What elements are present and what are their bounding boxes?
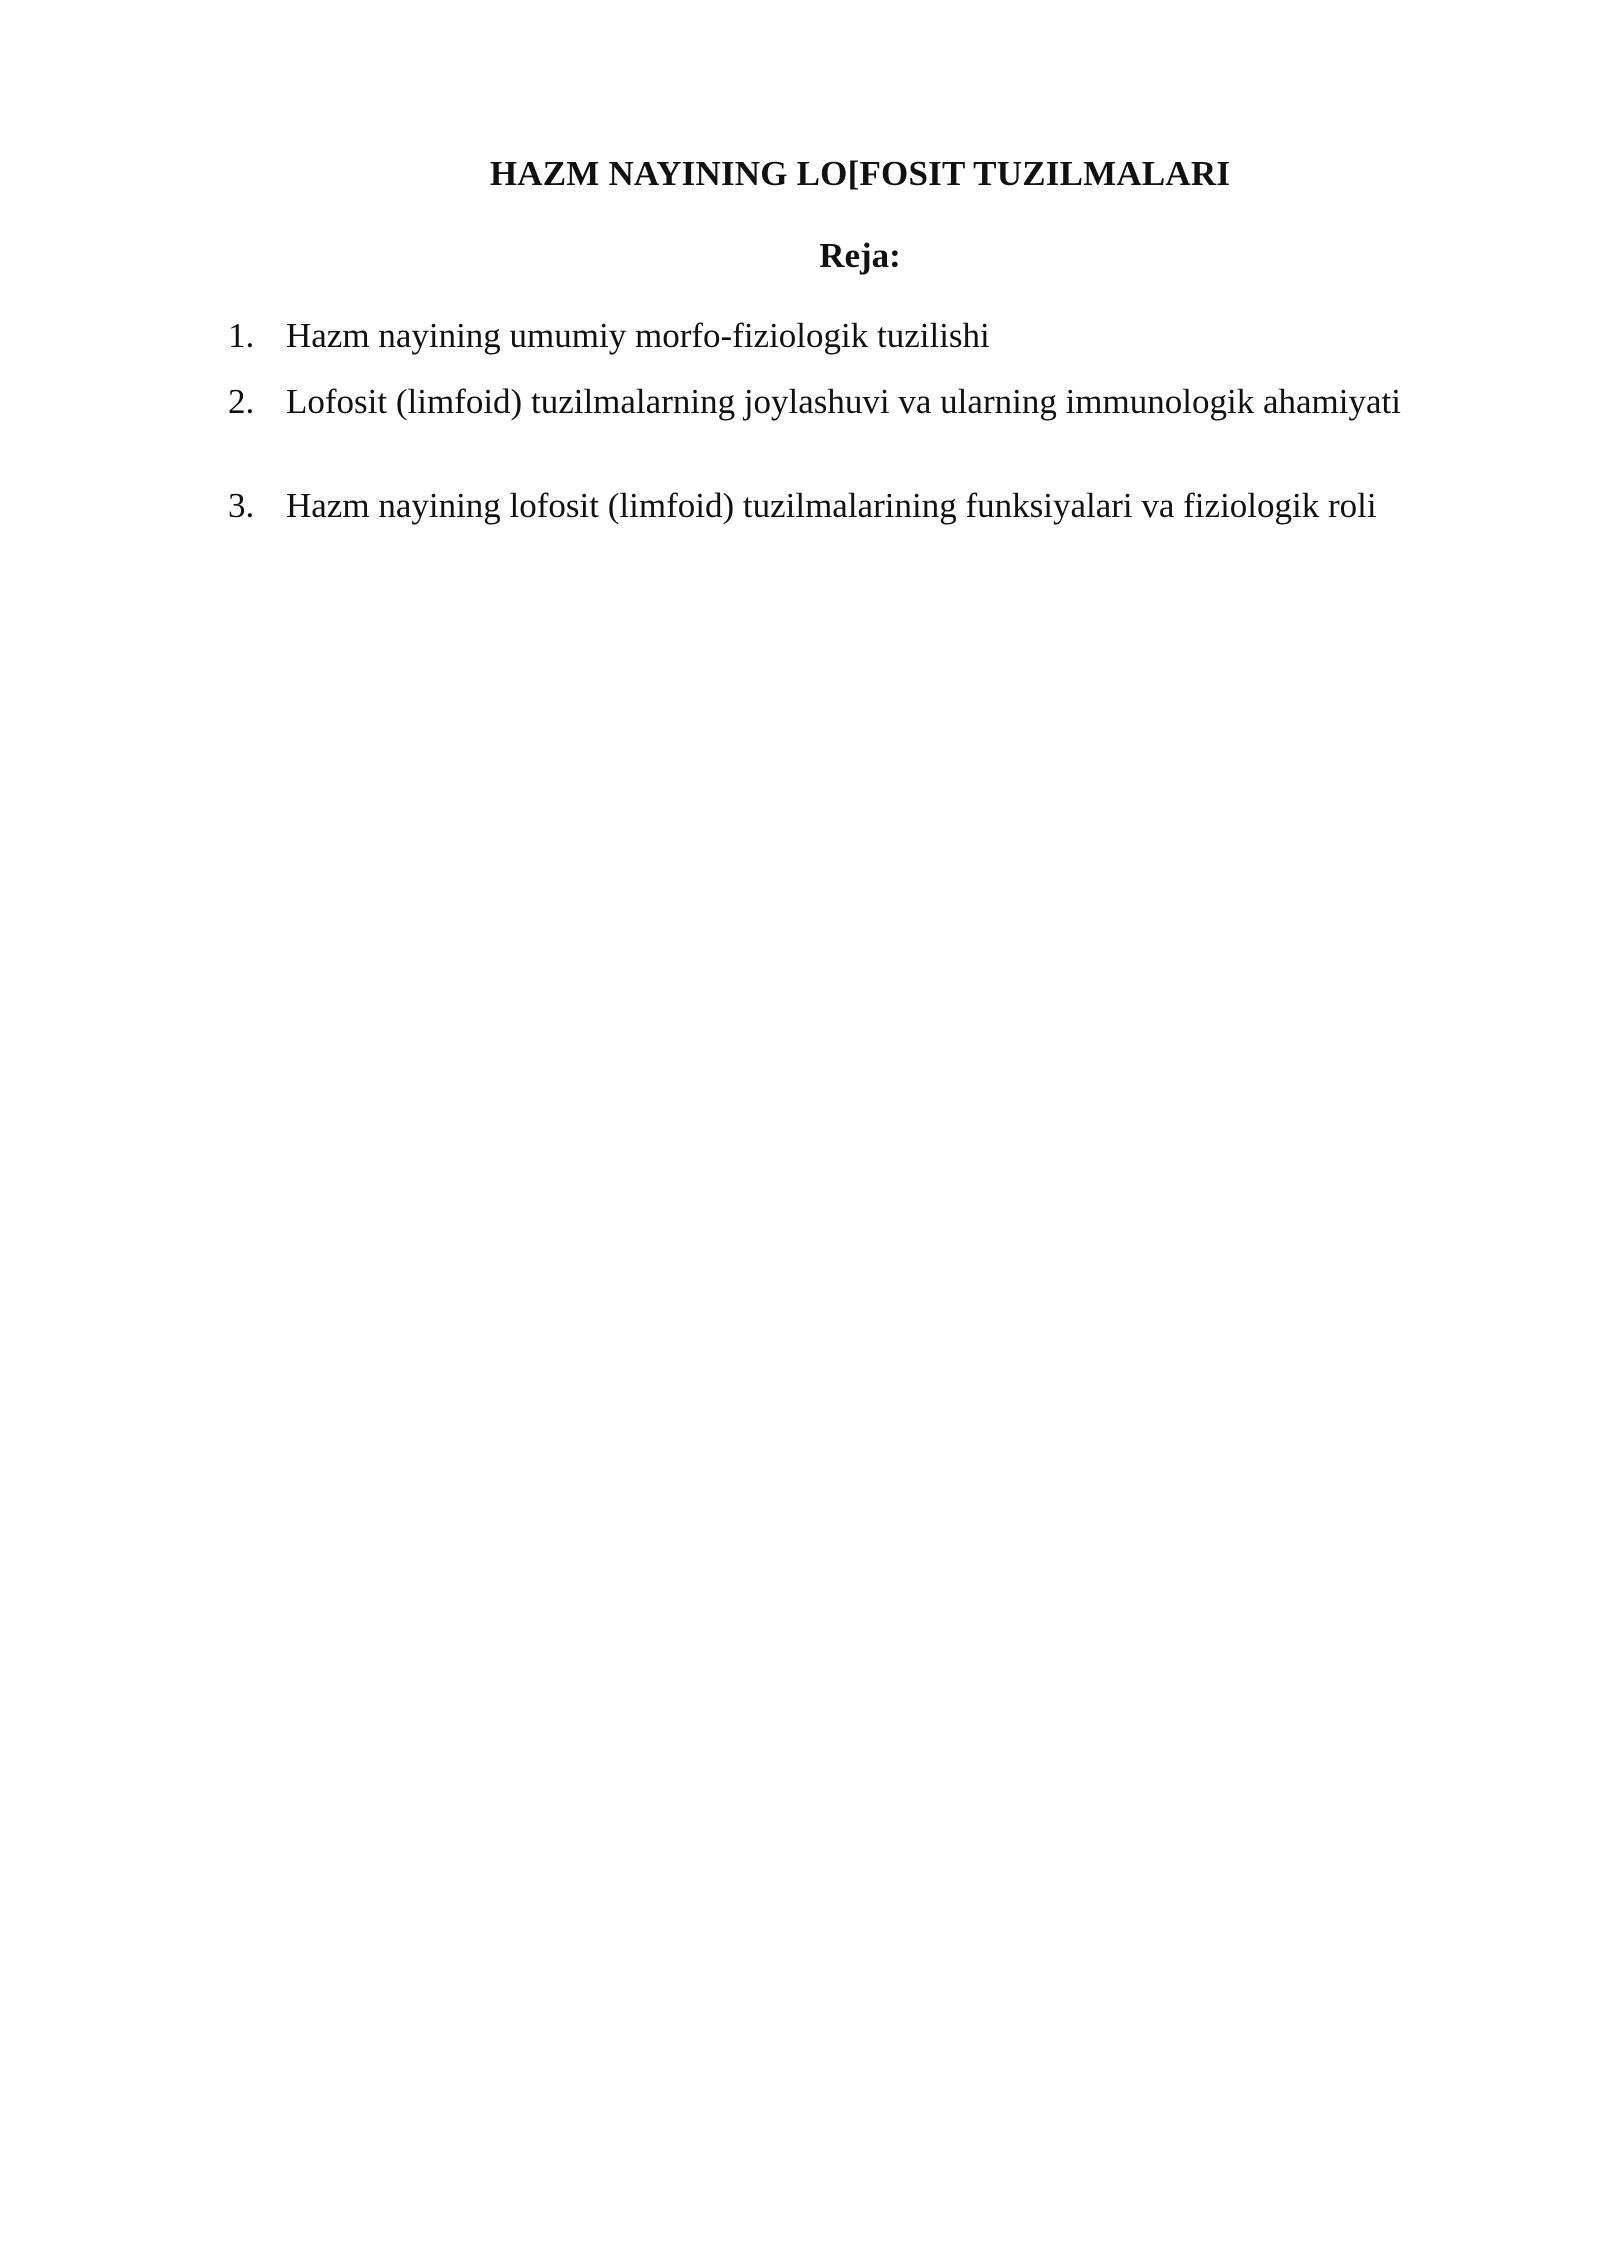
plan-item-number: 3. — [228, 486, 255, 525]
plan-item-text: Lofosit (limfoid) tuzilmalarning joylashuvi va ularning immunologik ahamiyati — [286, 382, 1401, 421]
plan-item-text: Hazm nayining lofosit (limfoid) tuzilmalarining funksiyalari va fiziologik roli — [286, 486, 1377, 525]
plan-item-text: Hazm nayining umumiy morfo-fiziologik tuzilishi — [286, 316, 990, 355]
document-title: HAZM NAYINING LO[FOSIT TUZILMALARI — [489, 154, 1231, 193]
plan-item — [228, 380, 1528, 424]
plan-heading: Reja: — [819, 236, 901, 275]
plan-item — [228, 314, 1528, 358]
plan-item-number: 1. — [228, 316, 255, 355]
plan-item — [228, 484, 1528, 528]
plan-item-number: 2. — [228, 382, 255, 421]
